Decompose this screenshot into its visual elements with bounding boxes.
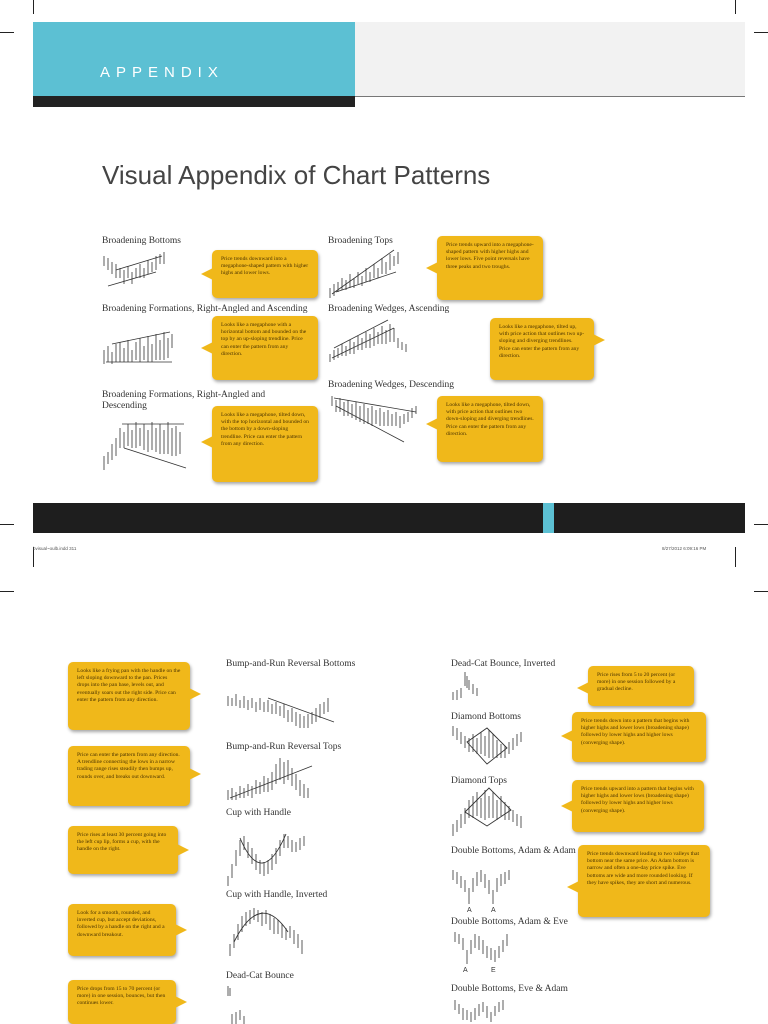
pattern-label-double-bottoms-eve-adam: Double Bottoms, Eve & Adam <box>451 984 568 994</box>
chart-broadening-wedges-ascending <box>328 318 414 364</box>
pattern-label-diamond-tops: Diamond Tops <box>451 776 507 786</box>
chart-broadening-right-angled-ascending <box>102 330 184 376</box>
callout-dead-cat-bounce: Price drops from 15 to 70 percent (or more) in one session, bounces, but then continues lower. <box>68 980 176 1024</box>
chart-mark-a: A <box>463 967 468 974</box>
pattern-label-dead-cat-bounce-inverted: Dead-Cat Bounce, Inverted <box>451 659 556 669</box>
pattern-label-broadening-right-angled-ascending: Broadening Formations, Right-Angled and Ascending <box>102 304 308 314</box>
callout-broadening-right-angled-descending: Looks like a megaphone, tilted down, with the top horizontal and bounded on the bottom by a down-sloping trendline. Price can enter the pattern from any direction. <box>212 406 318 482</box>
pattern-label-diamond-bottoms: Diamond Bottoms <box>451 712 521 722</box>
header-panel <box>355 22 745 96</box>
chart-mark-a: A <box>491 907 496 914</box>
pattern-label-cup-with-handle-inverted: Cup with Handle, Inverted <box>226 890 328 900</box>
chart-broadening-bottoms <box>102 250 172 294</box>
header-rule <box>355 96 745 97</box>
pattern-label-bump-and-run-bottoms: Bump-and-Run Reversal Bottoms <box>226 659 356 669</box>
pattern-label-double-bottoms-adam-adam: Double Bottoms, Adam & Adam <box>451 846 576 856</box>
callout-bump-and-run-tops: Price can enter the pattern from any direction. A trendline connecting the lows in a narrow trading range rises steadily then bumps up, rounds over, and breaks out downward. <box>68 746 190 806</box>
pattern-label-broadening-tops: Broadening Tops <box>328 236 393 246</box>
header-band <box>33 22 355 96</box>
callout-cup-with-handle-inverted: Look for a smooth, rounded, and inverted cup, but accept deviations, followed by a handle on the right and a downward breakout. <box>68 904 176 956</box>
pattern-label-double-bottoms-adam-eve: Double Bottoms, Adam & Eve <box>451 917 568 927</box>
slug-file: bvisual~oulb.indd 311 <box>33 546 77 551</box>
pattern-label-broadening-wedges-descending: Broadening Wedges, Descending <box>328 380 454 390</box>
chart-mark-e: E <box>491 967 496 974</box>
callout-broadening-right-angled-ascending: Looks like a megaphone with a horizontal bottom and bounded on the top by an up-sloping trendline. Price can enter the pattern from any direction. <box>212 316 318 380</box>
page-footer-bar <box>33 503 745 533</box>
slug-timestamp: 8/27/2012 6:09:16 PM <box>662 546 707 551</box>
pattern-label-cup-with-handle: Cup with Handle <box>226 808 291 818</box>
pattern-label-broadening-wedges-ascending: Broadening Wedges, Ascending <box>328 304 450 314</box>
chart-dead-cat-bounce <box>226 984 256 1024</box>
pattern-label-broadening-bottoms: Broadening Bottoms <box>102 236 181 246</box>
section-label: APPENDIX <box>100 64 224 81</box>
chart-broadening-right-angled-descending <box>102 418 190 472</box>
callout-dead-cat-bounce-inverted: Price rises from 5 to 20 percent (or more) in one session followed by a gradual decline. <box>588 666 694 706</box>
callout-broadening-bottoms: Price trends downward into a megaphone-shaped pattern with higher highs and lower lows. <box>212 250 318 298</box>
header-underline <box>33 96 355 107</box>
chart-mark-a: A <box>467 907 472 914</box>
chart-cup-with-handle <box>226 820 312 888</box>
chart-double-bottoms-adam-adam <box>451 868 525 914</box>
callout-bump-and-run-bottoms: Looks like a frying pan with the handle on the left sloping downward to the pan. Prices drops into the pan base, levels out, and eventually soars out the right side. Price can enter the pattern from any direction. <box>68 662 190 730</box>
chart-dead-cat-bounce-inverted <box>451 670 481 704</box>
chart-diamond-tops <box>451 786 525 838</box>
callout-cup-with-handle: Price rises at least 30 percent going into the left cup lip, forms a cup, with the handle on the right. <box>68 826 178 874</box>
chart-bump-and-run-tops <box>226 754 316 806</box>
chart-bump-and-run-bottoms <box>226 686 336 732</box>
callout-diamond-tops: Price trends upward into a pattern that begins with higher highs and lower lows (broadening shape) followed by lower highs and higher lows (converging shape). <box>572 780 704 832</box>
callout-broadening-wedges-ascending: Looks like a megaphone, tilted up, with price action that outlines two up-sloping and diverging trendlines. Price can enter the pattern from any direction. <box>490 318 594 380</box>
callout-broadening-wedges-descending: Looks like a megaphone, tilted down, with price action that outlines two down-sloping and diverging trendlines. Price can enter the pattern from any direction. <box>437 396 543 462</box>
pattern-label-bump-and-run-tops: Bump-and-Run Reversal Tops <box>226 742 342 752</box>
callout-double-bottoms-adam-adam: Price trends downward leading to two valleys that bottom near the same price. An Adam bottom is narrow and often a one-day price spike. Eve bottoms are wide and more rounded looking. If they have spikes, they are short and numerous. <box>578 845 710 917</box>
chart-diamond-bottoms <box>451 724 525 770</box>
page-title: Visual Appendix of Chart Patterns <box>102 160 491 190</box>
chart-double-bottoms-eve-adam <box>451 998 525 1024</box>
callout-broadening-tops: Price trends upward into a megaphone-shaped pattern with higher highs and lower lows. Five point reversals have three peaks and two troughs. <box>437 236 543 300</box>
chart-cup-with-handle-inverted <box>226 904 312 962</box>
pattern-label-broadening-right-angled-descending: Broadening Formations, Right-Angled and Descending <box>102 390 266 411</box>
chart-broadening-wedges-descending <box>328 392 422 444</box>
callout-diamond-bottoms: Price trends down into a pattern that begins with higher highs and lower lows (broadening shape) followed by lower highs and higher lows (converging shape). <box>572 712 706 762</box>
page-footer-accent <box>543 503 554 533</box>
chart-double-bottoms-adam-eve <box>451 930 525 976</box>
chart-broadening-tops <box>328 248 408 300</box>
pattern-label-dead-cat-bounce: Dead-Cat Bounce <box>226 971 294 981</box>
